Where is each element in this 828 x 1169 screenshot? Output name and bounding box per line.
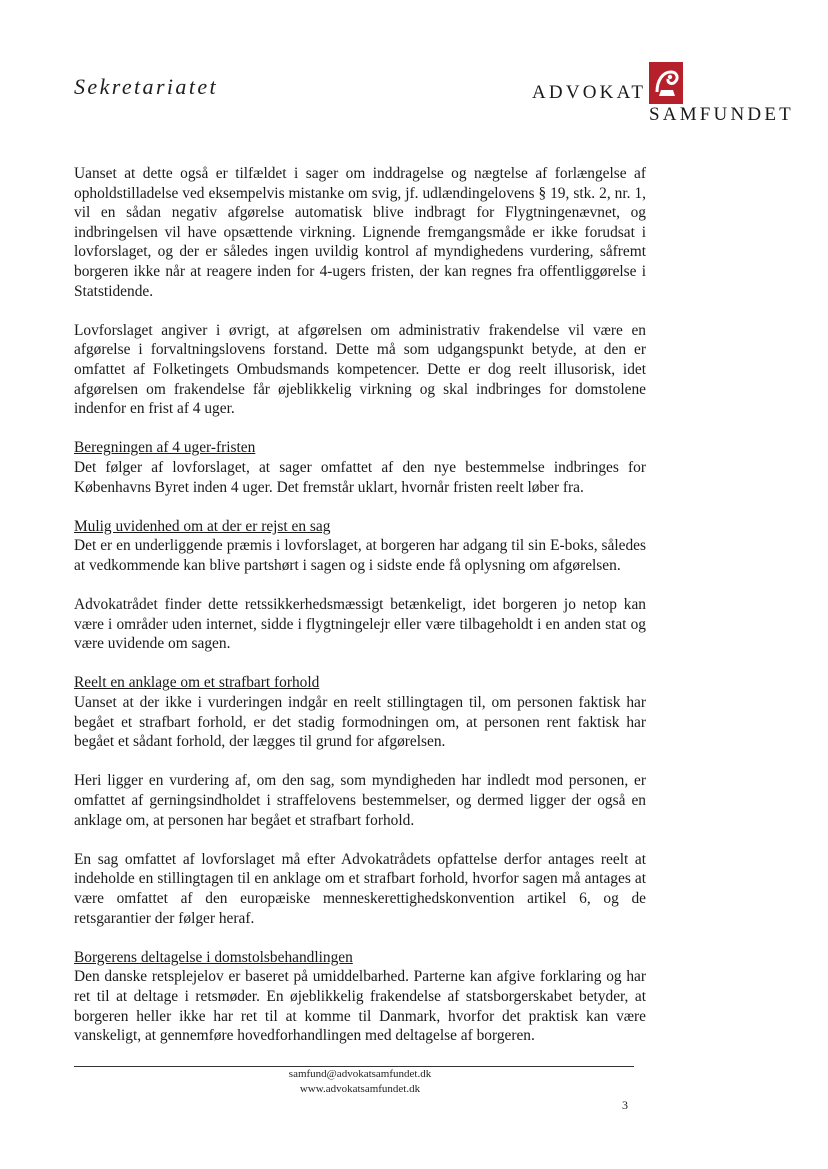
letter-body (74, 164, 646, 1065)
section-heading-beregningen: Beregningen af 4 uger-fristen (74, 439, 256, 457)
paragraph-6: Uanset at der ikke i vurderingen indgår en reelt stillingtagen til, om personen faktisk har begået et strafbart forhold, er det stadig formodningen om, at personen rent faktisk har begået et sådant forhold, der lægges til grund for afgørelsen. (74, 694, 646, 751)
advokatsamfundet-emblem-icon (649, 62, 683, 104)
logo-text-advokat: ADVOKAT (532, 82, 647, 103)
section-heading-reelt-en-anklage: Reelt en anklage om et strafbart forhold (74, 674, 320, 692)
paragraph-1: Uanset at dette også er tilfældet i sager om inddragelse og nægtelse af forlængelse af opholdstilladelse ved eksempelvis mistanke om svig, jf. udlændingelovens § 19, stk. 2, nr. 1, vil en sådan negativ afgørelse automatisk blive indbragt for Flygtningenævnet, og indbringelsen vil have opsættende virkning. Lignende fremgangsmåde er ikke forudsat i lovforslaget, og der er således ingen uvildig kontrol af myndighedens vurdering, såfremt borgeren ikke når at reagere inden for 4-ugers fristen, der kan regnes fra offentliggørelse i Statstidende. (74, 165, 646, 300)
header-sekretariatet: Sekretariatet (74, 74, 219, 99)
logo-text-samfundet: SAMFUNDET (649, 104, 794, 125)
paragraph-3: Det følger af lovforslaget, at sager omfattet af den nye bestemmelse indbringes for Københavns Byret inden 4 uger. Det fremstår uklart, hvornår fristen reelt løber fra. (74, 458, 646, 496)
section-heading-borgerens-deltagelse: Borgerens deltagelse i domstolsbehandlingen (74, 948, 353, 966)
paragraph-4: Det er en underliggende præmis i lovforslaget, at borgeren har adgang til sin E-boks, således at vedkommende kan blive partshørt i sagen og i sidste ende få oplysning om afgørelsen. (74, 537, 646, 574)
advokatsamfundet-logo (532, 62, 802, 124)
footer-email: samfund@advokatsamfundet.dk (288, 1068, 432, 1080)
paragraph-2: Lovforslaget angiver i øvrigt, at afgørelsen om administrativ frakendelse vil være en afgørelse i forvaltningslovens forstand. Dette må som udgangspunkt betyde, at den er omfattet af Folketingets Ombudsmands kompetencer. Dette er dog reelt illusorisk, idet afgørelsen om frakendelse får øjeblikkelig virkning og skal indbringes for domstolene indenfor en frist af 4 uger. (74, 321, 646, 418)
paragraph-9: Den danske retsplejelov er baseret på umiddelbarhed. Parterne kan afgive forklaring og har ret til at deltage i retsmøder. En øjeblikkelig frakendelse af statsborgerskabet betyder, at borgeren heller ikke har ret til at komme til Danmark, hvorfor det praktisk kan være vanskeligt, at gennemføre hovedforhandlingen med deltagelse af borgeren. (74, 968, 646, 1045)
paragraph-8: En sag omfattet af lovforslaget må efter Advokatrådets opfattelse derfor antages reelt at indeholde en stillingtagen til en anklage om et strafbart forhold, hvorfor sagen må antages at være omfattet af den europæiske menneskerettighedskonvention artikel 6, og de retsgarantier der følger heraf. (74, 850, 646, 927)
section-heading-mulig-uvidenhed: Mulig uvidenhed om at der er rejst en sag (74, 517, 331, 535)
paragraph-7: Heri ligger en vurdering af, om den sag, som myndigheden har indledt mod personen, er omfattet af gerningsindholdet i straffelovens bestemmelser, og dermed ligger der også en anklage om, at personen har begået et strafbart forhold. (74, 772, 646, 829)
footer-website: www.advokatsamfundet.dk (299, 1083, 421, 1095)
paragraph-5: Advokatrådet finder dette retssikkerhedsmæssigt betænkeligt, idet borgeren jo netop kan være i områder uden internet, sidde i flygtningelejr eller være tilbageholdt i en anden stat og være uvidende om sagen. (74, 596, 646, 653)
page-number: 3 (622, 1098, 628, 1112)
footer-divider (74, 1066, 634, 1067)
